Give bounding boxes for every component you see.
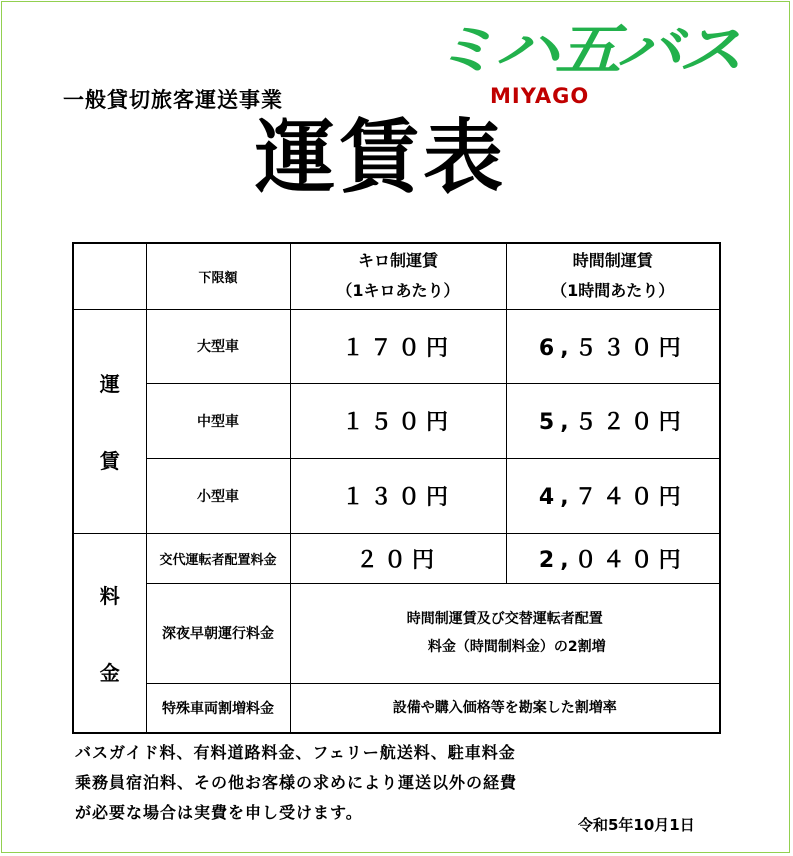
header-per-hour-sub: （1時間あたり） bbox=[551, 281, 675, 301]
spacer bbox=[74, 609, 146, 657]
fee-group-char-1: 料 bbox=[99, 583, 120, 608]
per-km-price: １７０円 bbox=[290, 309, 506, 383]
header-per-km-title: キロ制運賃 bbox=[357, 251, 438, 271]
logo-text: ミハ五バス bbox=[432, 18, 739, 83]
table-row bbox=[73, 458, 720, 533]
special-vehicle-note: 設備や購入価格等を勘案した割増率 bbox=[290, 683, 720, 733]
fee-label: 深夜早朝運行料金 bbox=[146, 583, 290, 683]
fee-group-label bbox=[73, 533, 146, 733]
header-per-km-sub: （1キロあたり） bbox=[336, 281, 460, 301]
fare-group-label bbox=[73, 309, 146, 533]
brand-logo bbox=[432, 20, 754, 110]
per-hour-price: 6,５３０円 bbox=[506, 309, 720, 383]
header-per-hour bbox=[506, 243, 720, 309]
fare-group-char-2: 賃 bbox=[99, 449, 120, 473]
late-night-note bbox=[290, 583, 720, 683]
fare-group-char-1: 運 bbox=[99, 372, 120, 396]
per-km-price: １３０円 bbox=[290, 458, 506, 533]
header-per-km bbox=[290, 243, 506, 309]
footer-line-3: が必要な場合は実費を申し受けます。 bbox=[75, 803, 363, 822]
per-km-price: ２０円 bbox=[290, 533, 506, 583]
logo-subtext: MIYAGO bbox=[490, 84, 590, 108]
corner-cell bbox=[73, 243, 146, 309]
table-row bbox=[73, 683, 720, 733]
header-per-hour-title: 時間制運賃 bbox=[572, 251, 653, 271]
per-km-price: １５０円 bbox=[290, 383, 506, 458]
header-lower-limit: 下限額 bbox=[146, 243, 290, 309]
table-row bbox=[73, 533, 720, 583]
table-row bbox=[73, 383, 720, 458]
footer-line-1: バスガイド料、有料道路料金、フェリー航送料、駐車料金 bbox=[75, 743, 516, 762]
page-title: 運賃表 bbox=[255, 111, 507, 204]
table-header-row bbox=[73, 243, 720, 309]
table-row bbox=[73, 583, 720, 683]
fee-group-char-2: 金 bbox=[99, 660, 120, 685]
per-hour-price: 5,５２０円 bbox=[506, 383, 720, 458]
business-type: 一般貸切旅客運送事業 bbox=[63, 88, 283, 112]
fee-label: 特殊車両割増料金 bbox=[146, 683, 290, 733]
table-row bbox=[73, 309, 720, 383]
late-night-note-line-1: 時間制運賃及び交替運転者配置 bbox=[406, 611, 603, 627]
fare-table bbox=[72, 242, 721, 734]
footer-line-2: 乗務員宿泊料、その他お客様の求めにより運送以外の経費 bbox=[75, 773, 518, 792]
vehicle-label: 大型車 bbox=[146, 309, 290, 383]
per-hour-price: 2,０４０円 bbox=[506, 533, 720, 583]
effective-date: 令和5年10月1日 bbox=[578, 816, 695, 834]
per-hour-price: 4,７４０円 bbox=[506, 458, 720, 533]
vehicle-label: 中型車 bbox=[146, 383, 290, 458]
footer-note bbox=[75, 738, 517, 828]
fee-label: 交代運転者配置料金 bbox=[146, 533, 290, 583]
late-night-note-line-2: 料金（時間制料金）の2割増 bbox=[427, 639, 606, 655]
spacer bbox=[74, 397, 146, 445]
vehicle-label: 小型車 bbox=[146, 458, 290, 533]
